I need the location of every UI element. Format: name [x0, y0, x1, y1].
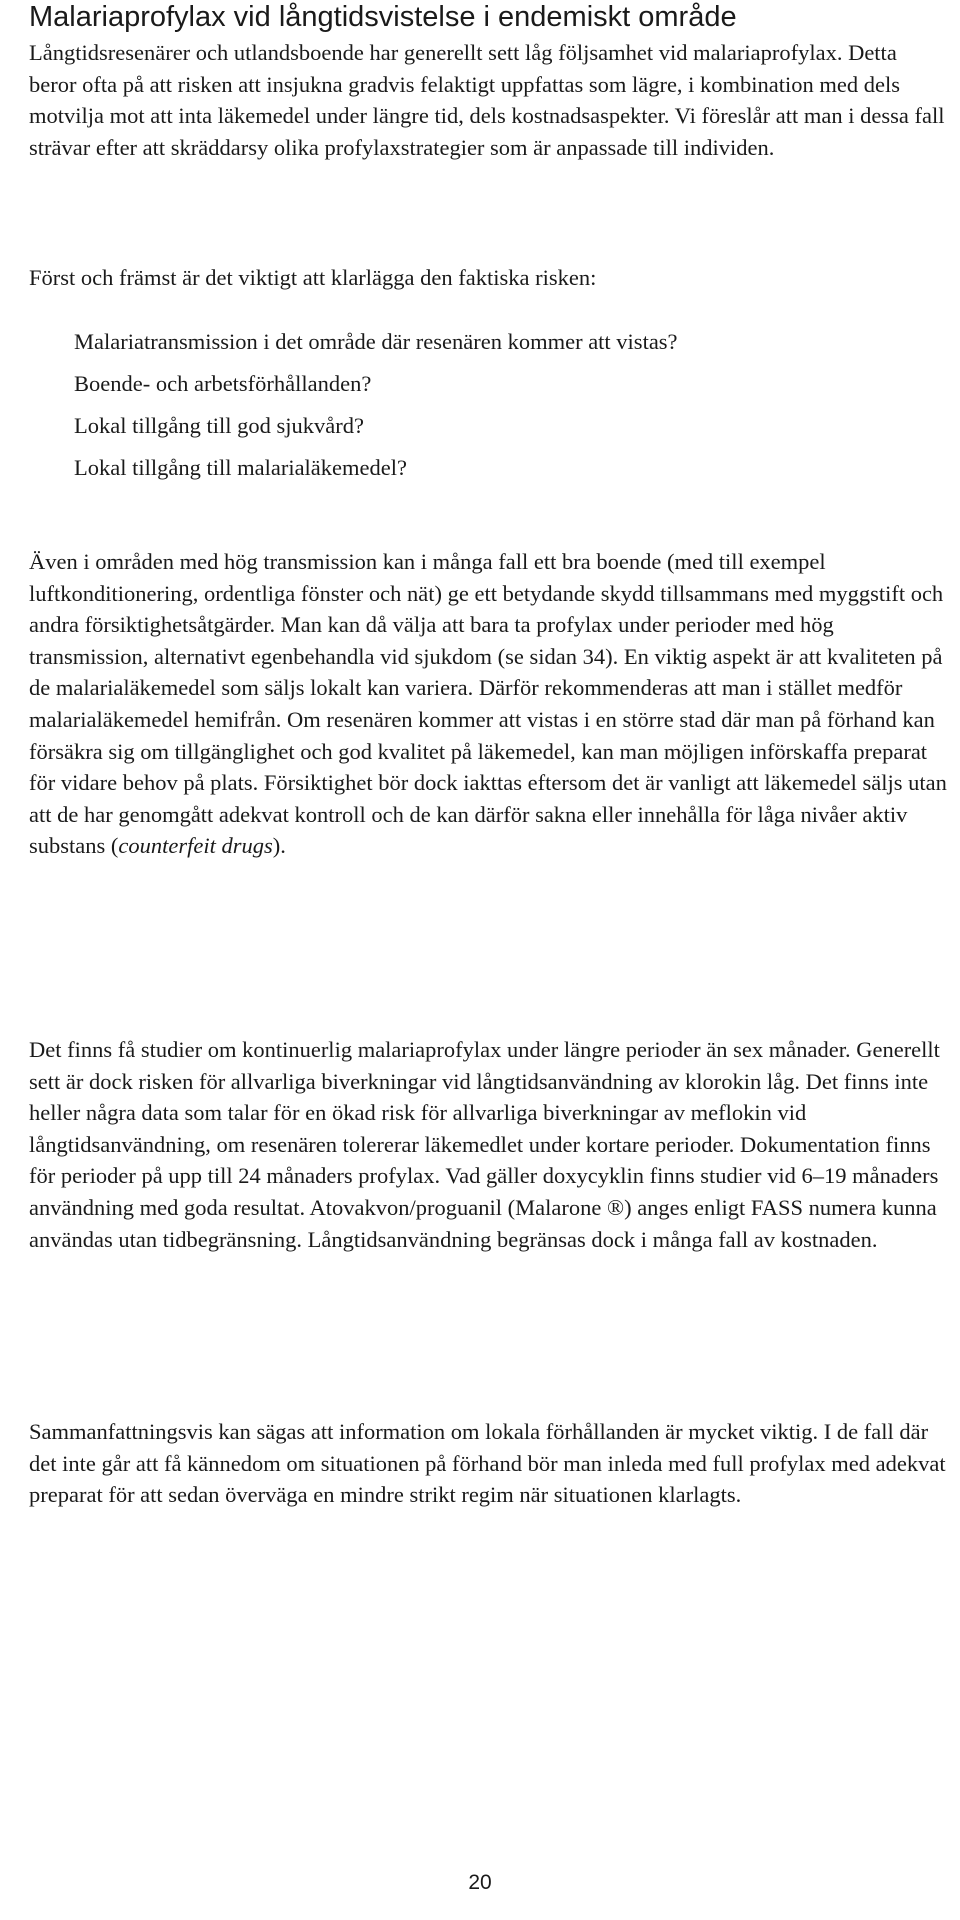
list-item: Lokal tillgång till malarialäkemedel?	[74, 455, 407, 480]
paragraph-transmission	[29, 546, 949, 862]
page-title: Malariaprofylax vid långtidsvistelse i endemiskt område	[29, 1, 737, 33]
list-item: Lokal tillgång till god sjukvård?	[74, 413, 364, 438]
paragraph-transmission-end: ).	[272, 833, 286, 859]
list-item: Boende- och arbetsförhållanden?	[74, 371, 372, 396]
list-item: Malariatransmission i det område där resenären kommer att vistas?	[74, 329, 678, 354]
paragraph-risk-lead: Först och främst är det viktigt att klarlägga den faktiska risken:	[29, 265, 597, 290]
paragraph-intro: Långtidsresenärer och utlandsboende har generellt sett låg följsamhet vid malariaprofylax. Detta beror ofta på att risken att insjukna gradvis felaktigt uppfattas som lägre, i kombination med dels motvilja mot att inta läkemedel under längre tid, dels kostnadsaspekter. Vi föreslår att man i dessa fall strävar efter att skräddarsy olika profylaxstrategier som är anpassade till individen.	[29, 40, 945, 160]
paragraph-long-term-studies: Det finns få studier om kontinuerlig malariaprofylax under längre perioder än sex månader. Generellt sett är dock risken för allvarliga biverkningar vid långtidsanvändning av klorokin låg. Det finns inte heller några data som talar för en ökad risk för allvarliga biverkningar av meflokin vid långtidsanvändning, om resenären tolererar läkemedlet under kortare perioder. Dokumentation finns för perioder på upp till 24 månaders profylax. Vad gäller doxycyklin finns studier vid 6–19 månaders användning med goda resultat. Atovakvon/proguanil (Malarone ®) anges enligt FASS numera kunna användas utan tidbegränsning. Långtidsanvändning begränsas dock i många fall av kostnaden.	[29, 1037, 940, 1252]
paragraph-transmission-text: Även i områden med hög transmission kan i många fall ett bra boende (med till exempel luftkonditionering, ordentliga fönster och nät) ge ett betydande skydd tillsammans med myggstift och andra försiktighetsåtgärder. Man kan då välja att bara ta profylax under perioder med hög transmission, alternativt egenbehandla vid sjukdom (se sidan 34). En viktig aspekt är att kvaliteten på de malarialäkemedel som säljs lokalt kan variera. Därför rekommenderas att man i stället medför malarialäkemedel hemifrån. Om resenären kommer att vistas i en större stad där man på förhand kan försäkra sig om tillgänglighet och god kvalitet på läkemedel, kan man möjligen införskaffa preparat för vidare behov på plats. Försiktighet bör dock iakttas eftersom det är vanligt att läkemedel säljs utan att de har genomgått adekvat kontroll och de kan därför sakna eller innehålla för låga nivåer aktiv substans (	[29, 549, 947, 859]
paragraph-transmission-italic: counterfeit drugs	[118, 833, 273, 859]
risk-question-list	[74, 321, 678, 489]
paragraph-summary: Sammanfattningsvis kan sägas att information om lokala förhållanden är mycket viktig. I de fall där det inte går att få kännedom om situationen på förhand bör man inleda med full profylax med adekvat preparat för att sedan överväga en mindre strikt regim när situationen klarlagts.	[29, 1419, 946, 1508]
page-number: 20	[468, 1871, 492, 1894]
